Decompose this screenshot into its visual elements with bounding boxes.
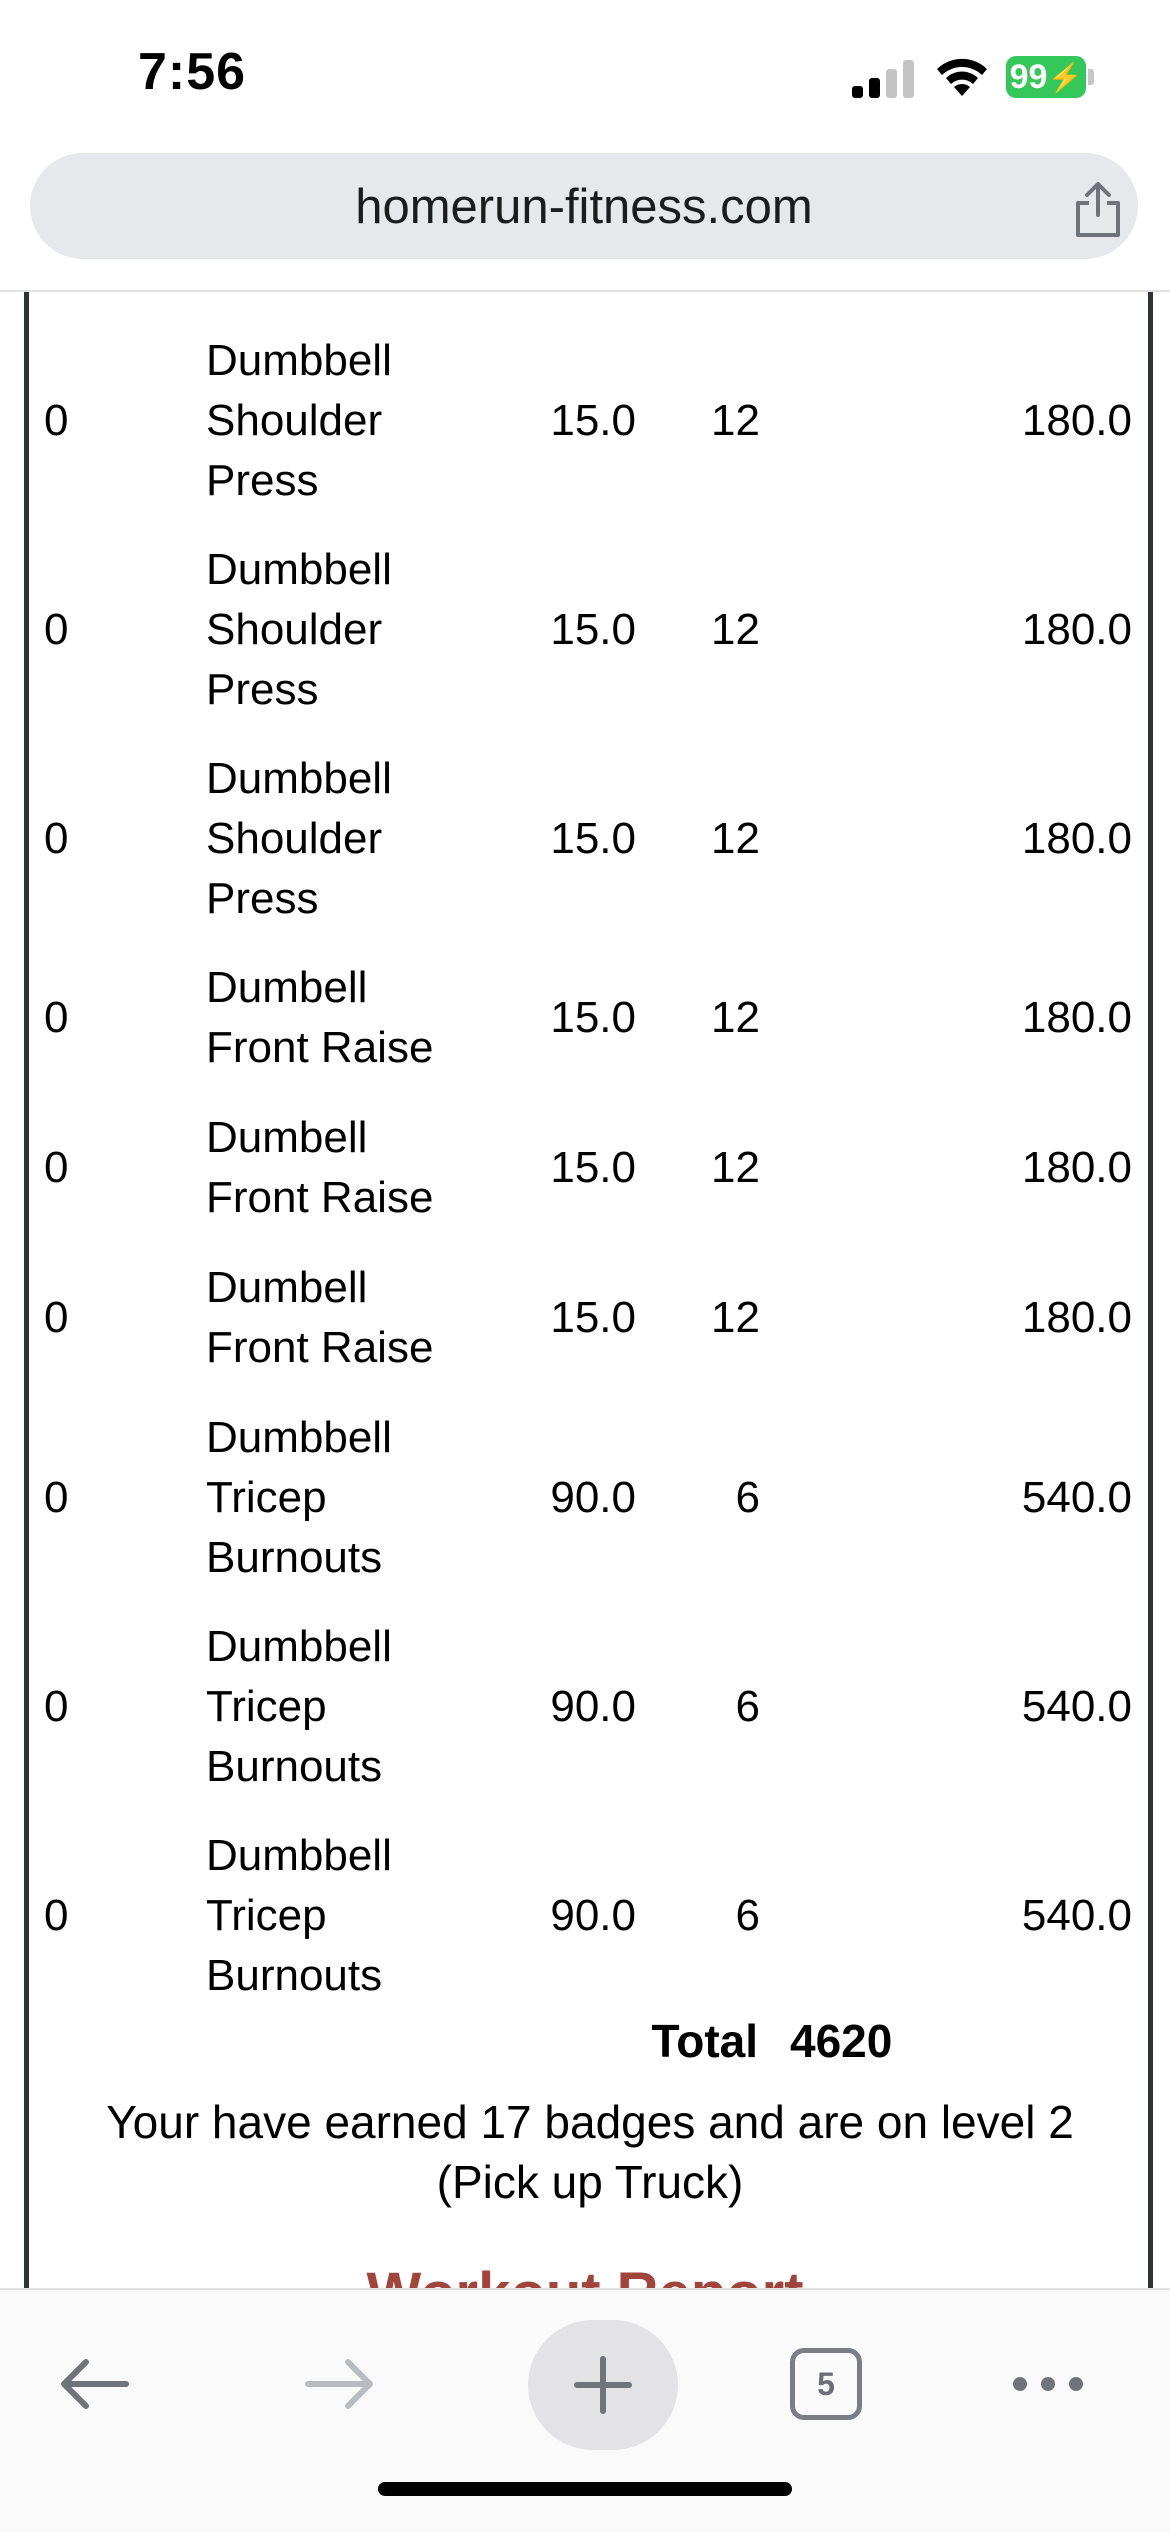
address-bar[interactable] xyxy=(30,153,1138,259)
exercise-name-line: Dumbbell xyxy=(206,1830,392,1880)
set-cell: 0 xyxy=(44,1681,69,1731)
weight-cell: 90.0 xyxy=(550,1890,636,1940)
table-row xyxy=(0,316,1170,525)
url-text[interactable]: homerun-fitness.com xyxy=(355,180,813,234)
set-cell: 0 xyxy=(44,1472,69,1522)
exercise-name-cell xyxy=(206,1108,506,1228)
total-value: 4620 xyxy=(790,2015,893,2067)
exercise-name-line: Dumbell xyxy=(206,1263,368,1312)
exercise-name-line: Press xyxy=(206,455,319,505)
exercise-name-cell xyxy=(206,540,506,720)
weight-cell: 15.0 xyxy=(550,813,636,863)
weight-cell: 15.0 xyxy=(550,993,636,1042)
page-content xyxy=(0,292,1170,2288)
reps-cell: 12 xyxy=(711,1143,760,1192)
weight-cell: 15.0 xyxy=(550,1293,636,1342)
table-row xyxy=(0,1393,1170,1602)
weight-cell: 15.0 xyxy=(550,1143,636,1192)
weight-cell: 90.0 xyxy=(550,1472,636,1522)
badges-summary-line: Your have earned 17 badges and are on level 2 xyxy=(106,2096,1074,2148)
total-row xyxy=(0,2008,1170,2078)
more-icon xyxy=(1010,2374,1086,2394)
exercise-name-cell xyxy=(206,749,506,929)
reps-cell: 12 xyxy=(711,813,760,863)
exercise-name-line: Dumbell xyxy=(206,1113,368,1162)
forward-arrow-icon xyxy=(302,2356,378,2412)
table-row xyxy=(0,525,1170,734)
forward-button[interactable] xyxy=(298,2342,382,2426)
volume-cell: 180.0 xyxy=(1021,1293,1132,1342)
battery-charging-icon: 99 ⚡ xyxy=(1006,56,1086,98)
weight-cell: 90.0 xyxy=(550,1681,636,1731)
reps-cell: 12 xyxy=(711,604,760,654)
tab-count: 5 xyxy=(817,2365,835,2402)
set-cell: 0 xyxy=(44,813,69,863)
reps-cell: 6 xyxy=(735,1681,760,1731)
set-cell: 0 xyxy=(44,604,69,654)
exercise-name-cell xyxy=(206,1408,506,1588)
volume-cell: 540.0 xyxy=(1021,1890,1132,1940)
exercise-name-cell xyxy=(206,1258,506,1378)
reps-cell: 12 xyxy=(711,395,760,445)
exercise-name-cell xyxy=(206,331,506,511)
weight-cell: 15.0 xyxy=(550,395,636,445)
back-arrow-icon xyxy=(56,2356,132,2412)
browser-toolbar xyxy=(0,2288,1170,2532)
battery-level: 99 xyxy=(1009,57,1048,96)
total-label: Total xyxy=(651,2015,758,2067)
exercise-name-line: Shoulder xyxy=(206,813,383,863)
workout-table xyxy=(0,316,1170,2020)
exercise-name-line: Shoulder xyxy=(206,604,383,654)
exercise-name-line: Burnouts xyxy=(206,1950,383,2000)
reps-cell: 6 xyxy=(735,1890,760,1940)
volume-cell: 180.0 xyxy=(1021,813,1132,863)
more-button[interactable] xyxy=(1010,2356,1086,2412)
volume-cell: 180.0 xyxy=(1021,993,1132,1042)
set-cell: 0 xyxy=(44,1890,69,1940)
reps-cell: 12 xyxy=(711,993,760,1042)
reps-cell: 12 xyxy=(711,1293,760,1342)
exercise-name-line: Dumbell xyxy=(206,963,368,1012)
wifi-icon xyxy=(934,56,990,98)
exercise-name-cell xyxy=(206,958,506,1078)
reps-cell: 6 xyxy=(735,1472,760,1522)
table-row xyxy=(0,1602,1170,1811)
exercise-name-line: Dumbbell xyxy=(206,1412,392,1462)
table-row xyxy=(0,1243,1170,1393)
exercise-name-cell xyxy=(206,1826,506,2006)
table-row xyxy=(0,1093,1170,1243)
exercise-name-line: Press xyxy=(206,664,319,714)
exercise-name-line: Tricep xyxy=(206,1472,327,1522)
volume-cell: 180.0 xyxy=(1021,395,1132,445)
volume-cell: 180.0 xyxy=(1021,1143,1132,1192)
set-cell: 0 xyxy=(44,395,69,445)
battery-nub xyxy=(1088,69,1094,85)
table-row xyxy=(0,1811,1170,2020)
plus-icon xyxy=(573,2355,633,2415)
badges-summary xyxy=(60,2092,1120,2212)
set-cell: 0 xyxy=(44,1293,69,1342)
exercise-name-line: Press xyxy=(206,873,319,923)
exercise-name-line: Tricep xyxy=(206,1681,327,1731)
exercise-name-line: Burnouts xyxy=(206,1741,383,1791)
exercise-name-cell xyxy=(206,1617,506,1797)
exercise-name-line: Burnouts xyxy=(206,1532,383,1582)
status-bar xyxy=(0,0,1170,150)
set-cell: 0 xyxy=(44,1143,69,1192)
table-row xyxy=(0,943,1170,1093)
exercise-name-line: Tricep xyxy=(206,1890,327,1940)
set-cell: 0 xyxy=(44,993,69,1042)
tabs-icon[interactable] xyxy=(790,2348,862,2420)
home-indicator[interactable] xyxy=(378,2482,792,2496)
exercise-name-line: Front Raise xyxy=(206,1173,434,1222)
exercise-name-line: Shoulder xyxy=(206,395,383,445)
table-row xyxy=(0,734,1170,943)
exercise-name-line: Front Raise xyxy=(206,1323,434,1372)
exercise-name-line: Dumbbell xyxy=(206,335,392,385)
share-icon[interactable] xyxy=(1070,181,1126,239)
exercise-name-line: Dumbbell xyxy=(206,544,392,594)
volume-cell: 540.0 xyxy=(1021,1472,1132,1522)
volume-cell: 180.0 xyxy=(1021,604,1132,654)
new-tab-button[interactable] xyxy=(528,2320,678,2450)
exercise-name-line: Dumbbell xyxy=(206,1621,392,1671)
exercise-name-line: Dumbbell xyxy=(206,753,392,803)
level-name: (Pick up Truck) xyxy=(436,2156,744,2208)
cellular-signal-icon xyxy=(852,60,916,98)
exercise-name-line: Front Raise xyxy=(206,1023,434,1072)
back-button[interactable] xyxy=(52,2342,136,2426)
weight-cell: 15.0 xyxy=(550,604,636,654)
volume-cell: 540.0 xyxy=(1021,1681,1132,1731)
status-time: 7:56 xyxy=(138,43,247,101)
